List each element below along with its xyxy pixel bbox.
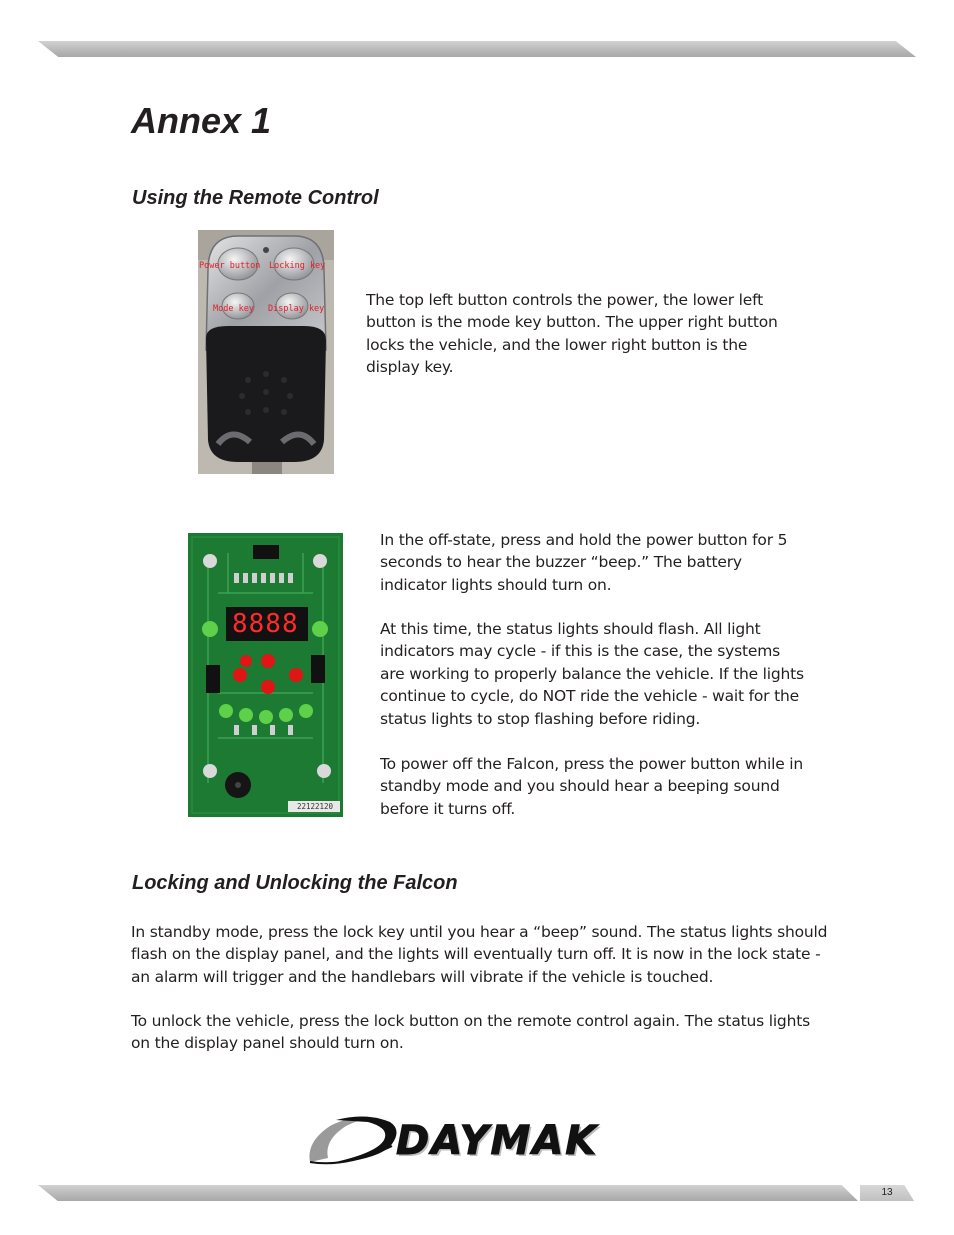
heading-remote-control: Using the Remote Control (132, 187, 379, 209)
display-board-photo (188, 533, 343, 817)
locking-paragraph: In standby mode, press the lock key until you hear a “beep” sound. The status lights should flash on the display panel, and the lights will eventually turn off. It is now in the lock state - an alarm will trigger and the handlebars will vibrate if the vehicle is touched. (131, 923, 828, 986)
unlocking-paragraph: To unlock the vehicle, press the lock button on the remote control again. The status lights on the display panel should turn on. (131, 1012, 810, 1053)
heading-locking: Locking and Unlocking the Falcon (132, 872, 458, 894)
footer-bar (38, 1185, 858, 1201)
header-bar (38, 41, 916, 57)
page-title: Annex 1 (131, 100, 272, 141)
label-power-button: Power button (199, 261, 261, 271)
logo-wordmark: DAYMAK (396, 1118, 599, 1164)
label-locking-key: Locking key (269, 261, 326, 271)
board-serial-label: 22122120 (296, 802, 334, 811)
seven-segment-display: 8888 (232, 609, 299, 639)
label-display-key: Display key (268, 304, 325, 314)
daymak-logo (306, 1112, 648, 1168)
page-number: 13 (881, 1187, 893, 1198)
power-on-paragraph: In the off-state, press and hold the power button for 5 seconds to hear the buzzer “beep.” The battery indicator lights should turn on. (380, 531, 788, 594)
label-mode-key: Mode key (213, 304, 254, 314)
power-off-paragraph: To power off the Falcon, press the power button while in standby mode and you should hear a beeping sound before it turns off. (380, 755, 803, 818)
display-board-illustration (188, 533, 343, 817)
remote-control-description: The top left button controls the power, the lower left button is the mode key button. The upper right button locks the vehicle, and the lower right button is the display key. (366, 291, 778, 377)
remote-control-photo (198, 230, 334, 474)
status-lights-paragraph: At this time, the status lights should flash. All light indicators may cycle - if this is the case, the systems are working to properly balance the vehicle. If the lights continue to cycle, do NOT ride the vehicle - wait for the status lights to stop flashing before riding. (380, 620, 804, 728)
